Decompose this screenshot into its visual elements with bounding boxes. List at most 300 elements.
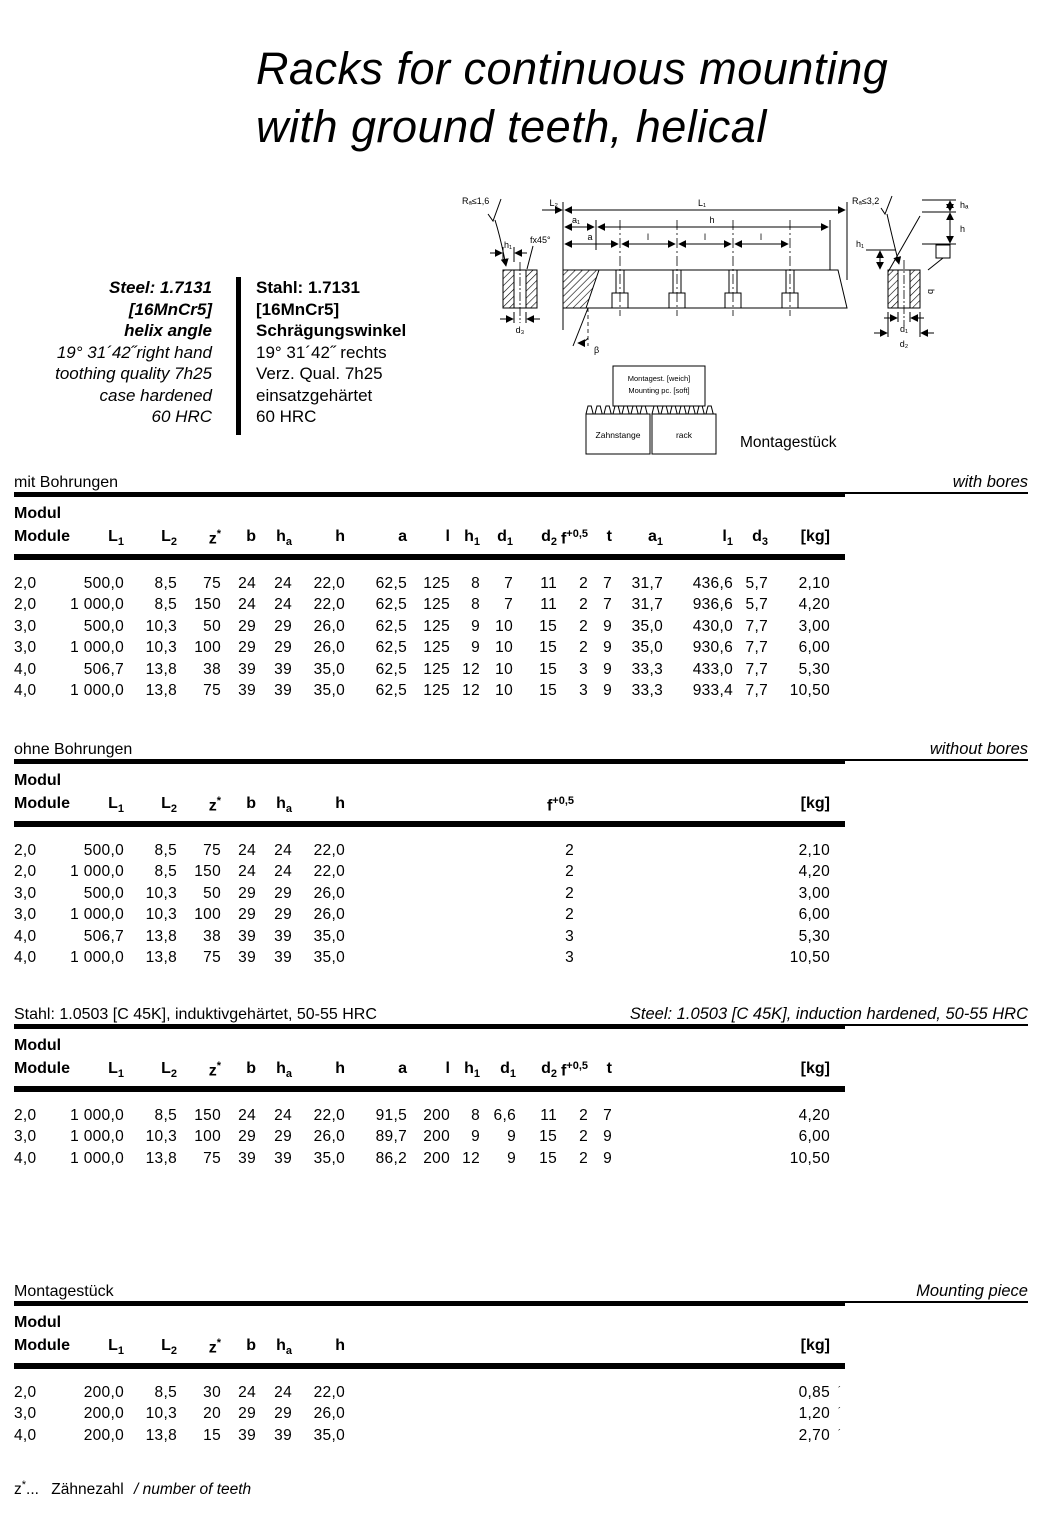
table-cell: 29 [238,617,256,635]
table-cell: 506,7 [83,927,124,945]
table-cell: 9 [471,1128,480,1146]
dim-label-ha: hₐ [960,200,969,210]
column-header: Module [14,528,70,545]
table-cell: 500,0 [83,575,124,592]
table-cell: 2 [579,1107,588,1124]
table-cell: 24 [274,863,292,881]
footnote: z*... Zähnezahl / number of teeth [14,1479,252,1499]
table-cell: 10 [495,660,513,678]
table-cell: 7,7 [745,660,768,678]
column-header: h [335,795,345,812]
table-row [14,1126,830,1147]
table-cell: 35,0 [313,1149,345,1167]
header-rule [14,821,845,827]
dim-label-d3: d₃ [515,325,525,335]
table-cell: 86,2 [375,1149,407,1167]
table-cell: 2 [579,639,588,657]
footnote-de: Zähnezahl [51,1481,124,1499]
table-cell: 8,5 [154,596,177,614]
table-cell: 2,0 [14,1107,37,1124]
table-cell: 200 [423,1128,450,1146]
table-cell: 15 [539,639,557,657]
table-cell: 75 [203,949,221,967]
table-cell: 31,7 [631,596,663,614]
table-cell: 15 [203,1426,221,1444]
table-cell: 24 [274,842,292,859]
table-cell: 100 [194,906,221,924]
column-header: h [335,1337,345,1354]
table-cell: 7 [603,596,612,614]
table-cell: 62,5 [375,682,407,700]
column-header: Module [14,1337,70,1354]
table-cell: 7 [603,575,612,592]
table-cell: 9 [603,682,612,700]
table-cell: 6,00 [798,1128,830,1146]
table-cell: 3 [565,949,574,967]
column-header: [kg] [800,528,830,545]
table-cell: 62,5 [375,596,407,614]
column-header: $l_1$ [722,528,733,549]
section-title-de: ohne Bohrungen [14,741,133,758]
table-cell: 12 [462,1149,480,1167]
table-cell: 2,0 [14,1384,37,1401]
table-row [14,573,830,594]
dim-label-h1-right: h₁ [856,239,865,249]
dim-label-d2: d₂ [899,339,909,349]
footnote-en: number of teeth [142,1481,252,1499]
table-cell: 24 [238,1384,256,1401]
table-cell: 200 [423,1107,450,1124]
table-cell: 15 [539,1149,557,1167]
column-header: l [445,528,450,545]
column-header: $L_2$ [161,795,177,816]
table-cell: 5,30 [798,660,830,678]
column-header: $h_1$ [464,528,480,549]
table-cell: 933,4 [692,682,733,700]
table-cell: 2 [565,863,574,881]
table-cell: 10,3 [145,1128,177,1146]
table-cell: 22,0 [313,575,345,592]
table-cell: 11 [540,596,557,614]
table-cell: 9 [603,639,612,657]
table-cell: 436,6 [692,575,733,592]
table-cell: 9 [471,617,480,635]
table-cell: 15 [539,1128,557,1146]
table-cell: 150 [194,1107,221,1124]
material-en-line: toothing quality 7h25 [55,364,212,383]
legend-box-line1: Montagest. [weich] [627,374,691,383]
table-header-row [14,528,830,548]
table-cell: 31,7 [631,575,663,592]
table-cell: 4,20 [798,1107,830,1124]
dim-label-h-right: h [960,224,966,234]
table-cell: 2,0 [14,842,37,859]
table-row [14,637,830,658]
legend-box-line2: Mounting pc. [soft] [628,386,690,395]
table-cell: 29 [274,639,292,657]
table-cell: 3,0 [14,1128,37,1146]
table-cell: 1 000,0 [70,1149,124,1167]
table-cell: 13,8 [145,949,177,967]
table-cell: 5,30 [798,927,830,945]
table-cell: 29 [274,906,292,924]
table-cell: 2 [579,1128,588,1146]
column-header: $f^{+0,5}$ [560,528,588,548]
column-header: z* [208,1337,221,1357]
table-cell: 62,5 [375,575,407,592]
column-header: h [335,528,345,545]
table-cell: 2 [565,906,574,924]
table-group-label: Modul [14,1314,62,1331]
table-cell: 29 [238,639,256,657]
material-en-line: Steel: 1.7131 [108,278,212,297]
table-cell: 9 [507,1128,516,1146]
page-title-line1: Racks for continuous mounting [256,43,889,94]
table-cell: 50 [203,884,221,902]
table-cell: 4,0 [14,1149,37,1167]
table-cell: 10,3 [145,639,177,657]
table-cell: 6,00 [798,906,830,924]
dim-label-L2: L₂ [549,198,558,208]
table-cell: 10 [495,682,513,700]
table-cell: 35,0 [313,1426,345,1444]
table-cell: 13,8 [145,1426,177,1444]
table-cell: 500,0 [83,617,124,635]
table-cell: 10,3 [145,617,177,635]
table-cell: 13,8 [145,682,177,700]
table-cell: 29 [274,1405,292,1423]
column-header: $L_1$ [108,528,124,549]
table-cell: 10,50 [789,949,830,967]
table-row [14,947,830,968]
column-header: $L_1$ [108,1337,124,1358]
legend-rack-de: Zahnstange [595,430,641,440]
table-cell: 33,3 [631,682,663,700]
table-cell: 3 [579,682,588,700]
table-cell: 62,5 [375,617,407,635]
page-title [256,40,888,156]
table-row [14,1105,830,1126]
table-cell: 4,20 [798,863,830,881]
table-cell: 500,0 [83,842,124,859]
column-header: [kg] [800,1060,830,1077]
column-header: [kg] [800,795,830,812]
table-cell: 0,85 [798,1384,830,1401]
table-row [14,840,830,861]
column-header: t [606,1060,612,1077]
dim-label-d1: d₁ [899,324,909,334]
table-cell: 24 [274,596,292,614]
material-en-line: 60 HRC [151,407,212,426]
table-cell: 10,50 [789,682,830,700]
table-cell: 35,0 [631,639,663,657]
table-cell: 10,3 [145,884,177,902]
section-title-en: Steel: 1.0503 [C 45K], induction hardened, 50-55 HRC [629,1005,1028,1023]
table-cell: 75 [203,575,221,592]
table-cell: 5,7 [745,575,768,592]
table-body [14,1382,854,1446]
table-cell: 75 [203,682,221,700]
column-header: b [246,1060,256,1077]
table-cell: 2,10 [798,575,830,592]
table-cell: 9 [603,1128,612,1146]
table-cell: 29 [274,1128,292,1146]
table-cell: 2,70 [798,1426,830,1444]
table-cell: 26,0 [313,1405,345,1423]
dim-label-h: h [709,215,715,225]
table-cell: 35,0 [631,617,663,635]
table-cell: 3,0 [14,1405,37,1423]
dim-label-L1: L₁ [697,198,707,208]
material-spec-de [256,277,406,428]
table-cell: 39 [238,660,256,678]
table-cell: 24 [238,842,256,859]
table-cell: 39 [274,682,292,700]
dim-label-a: a [587,232,593,242]
footnote-symbol: z [14,1481,22,1499]
legend-rack-en: rack [675,430,693,440]
column-header: $d_3$ [752,528,768,549]
table-cell: 930,6 [692,639,733,657]
table-cell: 13,8 [145,1149,177,1167]
page-title-line2: with ground teeth, helical [256,101,767,152]
table-cell: 8,5 [154,575,177,592]
column-header: $L_2$ [161,528,177,549]
table-cell: 7,7 [745,639,768,657]
table-cell: 39 [238,927,256,945]
table-cell: 2,10 [798,842,830,859]
column-header: $d_1$ [497,528,513,549]
column-header: Module [14,1060,70,1077]
table-cell: 3,0 [14,639,37,657]
table-cell: 200 [423,1149,450,1167]
table-cell: 150 [194,863,221,881]
table-cell: 8 [471,575,480,592]
table-cell: 1,20 [798,1405,830,1423]
table-group-label: Modul [14,505,62,522]
table-cell: 22,0 [313,1107,345,1124]
table-cell: 4,0 [14,660,37,678]
surface-finish-symbol [488,199,501,221]
technical-drawing [450,190,1060,362]
column-header: [kg] [800,1337,830,1354]
table-cell: 20 [203,1405,221,1423]
table-cell: 24 [274,1107,292,1124]
section-title-en: with bores [952,473,1028,491]
table-cell: 2 [579,1149,588,1167]
table-cell: 39 [274,949,292,967]
table-cell: 125 [423,617,450,635]
table-cell: 200,0 [83,1426,124,1444]
table-cell: 50 [203,617,221,635]
table-cell: 125 [423,596,450,614]
material-en-line: 19° 31´42˝right hand [56,342,212,362]
table-cell: 433,0 [692,660,733,678]
column-header: $f^{+0,5}$ [546,795,574,815]
table-cell: 8,5 [154,1107,177,1124]
table-cell: 10 [495,639,513,657]
table-cell: 22,0 [313,863,345,881]
table-cell: 11 [540,1107,557,1124]
dim-label-h1-left: h₁ [503,240,513,250]
table-cell: 39 [274,660,292,678]
table-cell: 39 [238,949,256,967]
table-cell: 3 [565,927,574,945]
column-header: $a_1$ [647,528,663,549]
dim-label-a1: a₁ [571,215,581,225]
column-header: $h_a$ [276,795,292,816]
table-cell: 33,3 [631,660,663,678]
table-cell: 29 [238,884,256,902]
table-cell: 4,0 [14,927,37,945]
dim-label-l: l [704,232,706,242]
table-header-row [14,1060,830,1080]
column-header: $L_1$ [108,795,124,816]
table-cell: ´ [838,1385,842,1395]
table-cell: 12 [462,682,480,700]
table-cell: 100 [194,1128,221,1146]
table-cell: 24 [238,596,256,614]
table-body [14,840,830,968]
material-de-line: [16MnCr5] [256,299,340,319]
table-cell: 1 000,0 [70,949,124,967]
column-header: t [606,528,612,545]
column-header: b [246,1337,256,1354]
table-cell: 26,0 [313,1128,345,1146]
table-cell: 125 [423,682,450,700]
table-cell: 4,0 [14,949,37,967]
table-cell: 200,0 [83,1384,124,1401]
table-cell: 3,0 [14,884,37,902]
material-en-line: helix angle [124,321,212,340]
table-header-row [14,795,830,815]
table-cell: 7,7 [745,617,768,635]
table-cell: 24 [238,1107,256,1124]
table-cell: 2 [579,617,588,635]
dim-label-beta: β [594,345,600,355]
material-de-line: Stahl: 1.7131 [256,278,360,297]
material-spec-en [20,277,212,428]
table-cell: 13,8 [145,927,177,945]
material-en-line: case hardened [99,385,212,405]
column-header: $d_2$ [541,528,557,549]
table-cell: 15 [539,682,557,700]
table-cell: 29 [238,1405,256,1423]
table-cell: 35,0 [313,927,345,945]
table-cell: 8 [471,1107,480,1124]
table-cell: 8,5 [154,863,177,881]
column-header: Module [14,795,70,812]
table-cell: 24 [274,1384,292,1401]
material-de-line: 19° 31´42˝ rechts [256,342,387,362]
table-body [14,573,830,701]
footnote-sep: / [133,1481,139,1499]
table-cell: 936,6 [692,596,733,614]
table-cell: 3,0 [14,617,37,635]
table-cell: 2 [565,884,574,902]
table-cell: 39 [238,1149,256,1167]
table-cell: 9 [471,639,480,657]
table-cell: 39 [274,1426,292,1444]
table-row [14,594,830,615]
table-cell: 35,0 [313,660,345,678]
table-cell: 1 000,0 [70,863,124,881]
dim-label-fx45: fx45° [530,235,551,245]
table-row [14,616,830,637]
table-row [14,680,830,701]
table-cell: 6,6 [493,1107,516,1124]
table-cell: 2 [579,575,588,592]
table-cell: 10 [495,617,513,635]
table-cell: 2,0 [14,863,37,881]
header-rule [14,1363,845,1369]
column-header: $h_1$ [464,1060,480,1081]
table-cell: 29 [238,1128,256,1146]
column-header: $h_a$ [276,1337,292,1358]
material-de-line: Verz. Qual. 7h25 [256,364,383,383]
table-cell: 12 [462,660,480,678]
table-cell: 38 [203,660,221,678]
table-cell: 125 [423,660,450,678]
legend-caption: Montagestück [740,434,837,451]
table-group-label: Modul [14,772,62,789]
table-row [14,926,830,947]
table-cell: 1 000,0 [70,596,124,614]
table-cell: ´ [838,1406,842,1417]
dim-label-b: b [926,289,936,295]
table-cell: 26,0 [313,617,345,635]
table-cell: 7 [504,596,513,614]
table-cell: 5,7 [745,596,768,614]
table-cell: 39 [238,682,256,700]
table-cell: 10,3 [145,1405,177,1423]
table-cell: 24 [238,575,256,592]
table-row [14,1403,854,1424]
table-cell: 29 [274,884,292,902]
table-cell: 150 [194,596,221,614]
table-body [14,1105,830,1169]
column-header: $h_a$ [276,528,292,549]
header-rule [14,1086,845,1092]
column-header: $d_2$ [541,1060,557,1081]
table-cell: 3,00 [798,884,830,902]
table-cell: 9 [603,1149,612,1167]
table-cell: 75 [203,1149,221,1167]
table-cell: 4,0 [14,1426,37,1444]
table-cell: 6,00 [798,639,830,657]
table-row [14,904,830,925]
column-header: $L_2$ [161,1060,177,1081]
table-row [14,659,830,680]
column-header: a [398,1060,407,1077]
header-rule [14,554,845,560]
table-cell: 22,0 [313,596,345,614]
table-cell: 7 [603,1107,612,1124]
section-title-de: Stahl: 1.0503 [C 45K], induktivgehärtet, 50-55 HRC [14,1006,377,1023]
table-cell: 26,0 [313,906,345,924]
table-cell: 3,00 [798,617,830,635]
table-cell: 26,0 [313,884,345,902]
table-cell: 15 [539,660,557,678]
table-cell: 62,5 [375,660,407,678]
dim-label-ra32: Rₐ≤3,2 [852,196,880,206]
table-cell: 9 [603,617,612,635]
table-cell: 2,0 [14,575,37,592]
table-cell: 500,0 [83,884,124,902]
table-cell: 9 [507,1149,516,1167]
table-cell: 1 000,0 [70,1128,124,1146]
table-header-row [14,1337,846,1357]
